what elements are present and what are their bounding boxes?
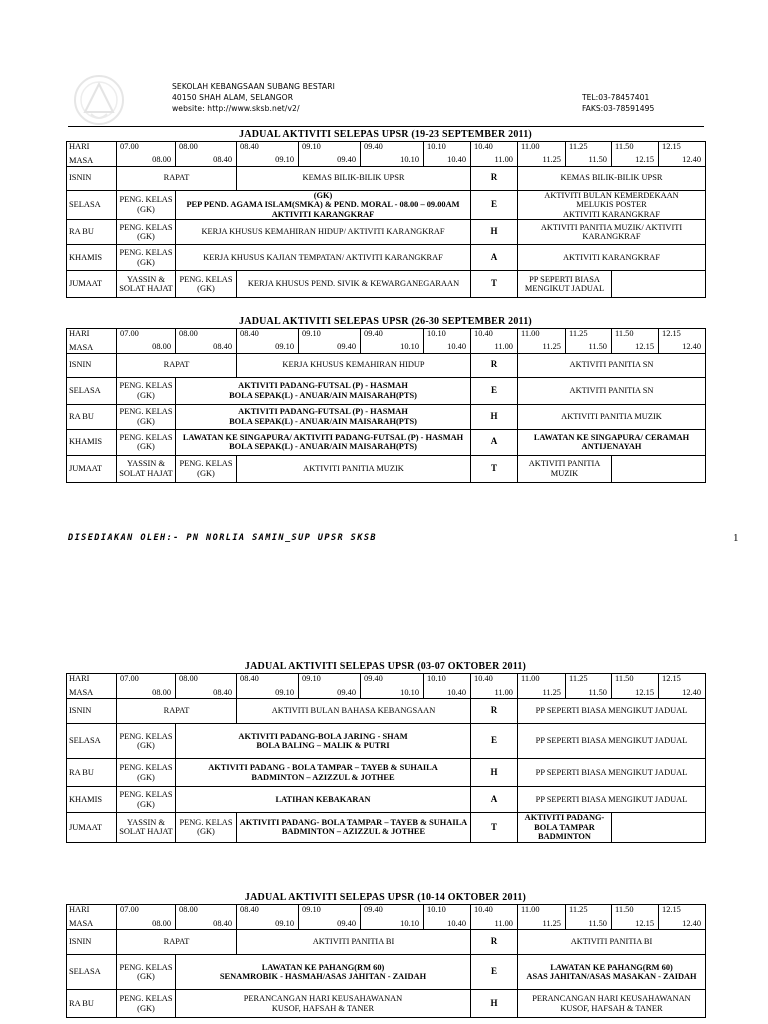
break-letter: T	[471, 271, 518, 298]
afternoon-activity: PP SEPERTI BIASA MENGIKUT JADUAL	[518, 724, 706, 759]
time-slot	[518, 905, 566, 930]
school-website: website: http://www.sksb.net/v2/	[172, 104, 300, 113]
day-name: SELASA	[67, 724, 117, 759]
break-letter: H	[471, 759, 518, 787]
fax: FAKS:03-78591495	[582, 104, 655, 113]
time-slot	[424, 142, 471, 167]
time-end: 09.40	[337, 918, 356, 928]
time-end: 11.50	[588, 342, 607, 351]
afternoon-activity: AKTIVITI PANITIA MUZIK	[518, 455, 612, 482]
time-start: 11.25	[569, 674, 588, 683]
time-start: 11.00	[521, 329, 540, 338]
time-end: 11.25	[542, 342, 561, 351]
time-slot	[176, 905, 237, 930]
time-end: 09.10	[275, 155, 294, 164]
time-end: 09.10	[275, 918, 294, 928]
time-slot	[361, 142, 424, 167]
day-name: RA BU	[67, 220, 117, 245]
day-name: RA BU	[67, 759, 117, 787]
break-letter: T	[471, 813, 518, 843]
afternoon-activity: AKTIVITI KARANGKRAF	[518, 245, 706, 271]
time-end: 12.40	[682, 918, 701, 928]
afternoon-activity: PP SEPERTI BIASA MENGIKUT JADUAL	[518, 787, 706, 813]
time-header-row	[67, 905, 706, 930]
schedule-title: JADUAL AKTIVITI SELEPAS UPSR (19-23 SEPTEMBER 2011)	[239, 129, 532, 140]
slot-activity: PENG. KELAS (GK)	[117, 759, 176, 787]
time-end: 11.00	[494, 155, 513, 164]
main-activity: LAWATAN KE SINGAPURA/ AKTIVITI PADANG-FUTSAL (P) - HASMAH BOLA SEPAK(L) - ANUAR/AIN MAISARAH(PTS)	[176, 429, 471, 455]
schedule-section	[66, 891, 705, 1018]
day-name: KHAMIS	[67, 429, 117, 455]
time-start: 10.10	[427, 142, 446, 151]
time-slot	[518, 674, 566, 699]
afternoon-activity: PP SEPERTI BIASA MENGIKUT JADUAL	[518, 271, 612, 298]
break-letter: H	[471, 220, 518, 245]
day-time-label	[67, 142, 117, 167]
day-row	[67, 404, 706, 429]
main-activity: LATIHAN KEBAKARAN	[176, 787, 471, 813]
time-end: 09.40	[337, 687, 356, 697]
day-time-label	[67, 329, 117, 354]
time-end: 08.40	[213, 918, 232, 928]
time-slot	[361, 674, 424, 699]
time-end: 08.40	[213, 687, 232, 697]
time-end: 08.00	[152, 155, 171, 164]
break-letter: A	[471, 787, 518, 813]
time-start: 12.15	[662, 329, 681, 338]
time-slot	[237, 674, 299, 699]
page-number: 1	[733, 532, 739, 544]
afternoon-activity: PP SEPERTI BIASA MENGIKUT JADUAL	[518, 699, 706, 724]
main-activity: (GK) PEP PEND. AGAMA ISLAM(SMKA) & PEND. MORAL - 08.00 – 09.00AM AKTIVITI KARANGKRAF	[176, 190, 471, 220]
time-start: 12.15	[662, 674, 681, 683]
day-row	[67, 955, 706, 990]
slot-activity: PENG. KELAS (GK)	[117, 429, 176, 455]
day-name: SELASA	[67, 955, 117, 990]
afternoon-activity: AKTIVITI PANITIA MUZIK/ AKTIVITI KARANGKRAF	[518, 220, 706, 245]
time-end: 10.10	[400, 155, 419, 164]
break-letter: E	[471, 724, 518, 759]
slot-activity: PENG. KELAS (GK)	[117, 955, 176, 990]
masa-label: MASA	[69, 688, 94, 697]
time-end: 11.50	[588, 918, 607, 928]
time-slot	[471, 329, 518, 354]
schedule-title: JADUAL AKTIVITI SELEPAS UPSR (26-30 SEPTEMBER 2011)	[239, 316, 532, 327]
break-letter: R	[471, 930, 518, 955]
slot-activity: RAPAT	[117, 699, 237, 724]
time-end: 12.15	[635, 687, 654, 697]
time-start: 11.50	[615, 674, 634, 683]
time-end: 08.00	[152, 918, 171, 928]
day-row	[67, 353, 706, 377]
afternoon-activity: AKTIVITI BULAN KEMERDEKAAN MELUKIS POSTER AKTIVITI KARANGKRAF	[518, 190, 706, 220]
main-activity: AKTIVITI PADANG - BOLA TAMPAR – TAYEB & SUHAILA BADMINTON – AZIZZUL & JOTHEE	[176, 759, 471, 787]
hari-label: HARI	[69, 905, 90, 914]
time-slot	[361, 329, 424, 354]
day-name: RA BU	[67, 404, 117, 429]
slot-activity: PENG. KELAS (GK)	[117, 245, 176, 271]
schedule-title: JADUAL AKTIVITI SELEPAS UPSR (03-07 OKTOBER 2011)	[244, 661, 527, 672]
main-activity: PERANCANGAN HARI KEUSAHAWANAN KUSOF, HAFSAH & TANER	[176, 990, 471, 1018]
time-start: 12.15	[662, 905, 681, 914]
slot-activity: YASSIN & SOLAT HAJAT	[117, 455, 176, 482]
afternoon-activity: LAWATAN KE PAHANG(RM 60) ASAS JAHITAN/ASAS MASAKAN - ZAIDAH	[518, 955, 706, 990]
time-end: 10.40	[447, 342, 466, 351]
day-row	[67, 377, 706, 404]
time-end: 09.10	[275, 687, 294, 697]
time-slot	[299, 905, 361, 930]
time-header-row	[67, 142, 706, 167]
time-start: 12.15	[662, 142, 681, 151]
main-activity: LAWATAN KE PAHANG(RM 60) SENAMROBIK - HASMAH/ASAS JAHITAN - ZAIDAH	[176, 955, 471, 990]
time-slot	[659, 142, 706, 167]
time-start: 09.40	[364, 674, 383, 683]
slot-activity: PENG. KELAS (GK)	[117, 190, 176, 220]
time-slot	[117, 674, 176, 699]
main-activity: KERJA KHUSUS KAJIAN TEMPATAN/ AKTIVITI KARANGKRAF	[176, 245, 471, 271]
time-end: 11.25	[542, 687, 561, 697]
main-activity: AKTIVITI PANITIA BI	[237, 930, 471, 955]
slot-activity: PENG. KELAS (GK)	[117, 220, 176, 245]
time-start: 09.40	[364, 905, 383, 914]
afternoon-activity: AKTIVITI PANITIA BI	[518, 930, 706, 955]
time-end: 11.00	[494, 342, 513, 351]
break-letter: E	[471, 955, 518, 990]
time-start: 08.40	[240, 329, 259, 338]
time-end: 11.25	[542, 155, 561, 164]
time-end: 12.15	[635, 918, 654, 928]
day-row	[67, 990, 706, 1018]
time-start: 08.00	[179, 905, 198, 914]
time-slot	[566, 905, 612, 930]
time-end: 09.40	[337, 155, 356, 164]
day-row	[67, 699, 706, 724]
slot-activity: PENG. KELAS (GK)	[117, 724, 176, 759]
day-time-label	[67, 674, 117, 699]
time-slot	[659, 674, 706, 699]
slot-activity: PENG. KELAS (GK)	[117, 404, 176, 429]
time-start: 09.40	[364, 329, 383, 338]
afternoon-activity: KEMAS BILIK-BILIK UPSR	[518, 166, 706, 190]
time-end: 11.50	[588, 155, 607, 164]
time-end: 09.10	[275, 342, 294, 351]
day-row	[67, 813, 706, 843]
time-start: 09.10	[302, 142, 321, 151]
time-slot	[612, 905, 659, 930]
time-slot	[176, 142, 237, 167]
time-start: 10.10	[427, 905, 446, 914]
time-slot	[117, 142, 176, 167]
time-slot	[566, 142, 612, 167]
main-activity: KEMAS BILIK-BILIK UPSR	[237, 166, 471, 190]
day-name: SELASA	[67, 377, 117, 404]
day-row	[67, 166, 706, 190]
break-letter: T	[471, 455, 518, 482]
time-start: 10.10	[427, 674, 446, 683]
time-start: 11.25	[569, 905, 588, 914]
time-end: 12.15	[635, 155, 654, 164]
break-letter: R	[471, 699, 518, 724]
schedule-table	[66, 141, 706, 298]
slot-activity: PENG. KELAS (GK)	[117, 990, 176, 1018]
slot-activity: PENG. KELAS (GK)	[176, 455, 237, 482]
day-name: ISNIN	[67, 930, 117, 955]
schedule-title: JADUAL AKTIVITI SELEPAS UPSR (10-14 OKTOBER 2011)	[244, 892, 527, 903]
time-end: 09.40	[337, 342, 356, 351]
schedule-table	[66, 904, 706, 1018]
time-slot	[176, 329, 237, 354]
time-slot	[361, 905, 424, 930]
time-slot	[237, 142, 299, 167]
slot-activity: YASSIN & SOLAT HAJAT	[117, 271, 176, 298]
empty-slot	[612, 813, 706, 843]
schedule-table	[66, 328, 706, 483]
day-name: SELASA	[67, 190, 117, 220]
day-time-label	[67, 905, 117, 930]
time-slot	[176, 674, 237, 699]
day-name: ISNIN	[67, 699, 117, 724]
time-start: 07.00	[120, 905, 139, 914]
time-slot	[117, 329, 176, 354]
time-end: 08.40	[213, 155, 232, 164]
day-row	[67, 245, 706, 271]
time-slot	[424, 329, 471, 354]
slot-activity: PENG. KELAS (GK)	[176, 271, 237, 298]
time-end: 10.40	[447, 155, 466, 164]
masa-label: MASA	[69, 919, 94, 928]
time-start: 11.50	[615, 329, 634, 338]
time-slot	[117, 905, 176, 930]
day-row	[67, 930, 706, 955]
time-start: 11.50	[615, 142, 634, 151]
school-address: 40150 SHAH ALAM, SELANGOR	[172, 93, 294, 102]
day-row	[67, 220, 706, 245]
time-slot	[424, 905, 471, 930]
main-activity: KERJA KHUSUS KEMAHIRAN HIDUP/ AKTIVITI KARANGKRAF	[176, 220, 471, 245]
time-slot	[237, 905, 299, 930]
afternoon-activity: LAWATAN KE SINGAPURA/ CERAMAH ANTIJENAYAH	[518, 429, 706, 455]
main-activity: AKTIVITI PANITIA MUZIK	[237, 455, 471, 482]
masa-label: MASA	[69, 156, 94, 165]
time-end: 11.00	[494, 687, 513, 697]
school-name: SEKOLAH KEBANGSAAN SUBANG BESTARI	[172, 82, 335, 91]
time-slot	[612, 142, 659, 167]
time-start: 09.40	[364, 142, 383, 151]
day-name: JUMAAT	[67, 271, 117, 298]
day-row	[67, 190, 706, 220]
header-divider	[68, 126, 704, 127]
time-slot	[299, 329, 361, 354]
time-start: 09.10	[302, 674, 321, 683]
time-slot	[299, 674, 361, 699]
break-letter: R	[471, 353, 518, 377]
time-start: 11.25	[569, 329, 588, 338]
time-end: 11.00	[494, 918, 513, 928]
time-end: 12.15	[635, 342, 654, 351]
time-start: 10.10	[427, 329, 446, 338]
day-row	[67, 429, 706, 455]
main-activity: AKTIVITI BULAN BAHASA KEBANGSAAN	[237, 699, 471, 724]
time-start: 07.00	[120, 674, 139, 683]
schedule-section	[66, 128, 705, 298]
time-start: 10.40	[474, 905, 493, 914]
slot-activity: YASSIN & SOLAT HAJAT	[117, 813, 176, 843]
day-name: RA BU	[67, 990, 117, 1018]
break-letter: E	[471, 377, 518, 404]
time-slot	[424, 674, 471, 699]
afternoon-activity: AKTIVITI PANITIA SN	[518, 377, 706, 404]
main-activity: AKTIVITI PADANG-BOLA JARING - SHAM BOLA BALING – MALIK & PUTRI	[176, 724, 471, 759]
hari-label: HARI	[69, 674, 90, 683]
hari-label: HARI	[69, 142, 90, 151]
slot-activity: RAPAT	[117, 353, 237, 377]
letterhead	[0, 0, 768, 140]
time-end: 11.25	[542, 918, 561, 928]
break-letter: R	[471, 166, 518, 190]
time-slot	[659, 905, 706, 930]
main-activity: KERJA KHUSUS PEND. SIVIK & KEWARGANEGARAAN	[237, 271, 471, 298]
afternoon-activity: AKTIVITI PANITIA MUZIK	[518, 404, 706, 429]
afternoon-activity: PP SEPERTI BIASA MENGIKUT JADUAL	[518, 759, 706, 787]
day-row	[67, 455, 706, 482]
time-end: 11.50	[588, 687, 607, 697]
hari-label: HARI	[69, 329, 90, 338]
time-slot	[612, 674, 659, 699]
day-row	[67, 787, 706, 813]
time-start: 11.00	[521, 142, 540, 151]
time-start: 09.10	[302, 329, 321, 338]
afternoon-activity: PERANCANGAN HARI KEUSAHAWANAN KUSOF, HAFSAH & TANER	[518, 990, 706, 1018]
prepared-by: DISEDIAKAN OLEH:- PN NORLIA SAMIN_SUP UPSR SKSB	[68, 533, 377, 543]
afternoon-activity: AKTIVITI PADANG- BOLA TAMPAR BADMINTON	[518, 813, 612, 843]
break-letter: A	[471, 245, 518, 271]
break-letter: H	[471, 990, 518, 1018]
day-row	[67, 724, 706, 759]
day-name: ISNIN	[67, 166, 117, 190]
time-end: 08.40	[213, 342, 232, 351]
main-activity: AKTIVITI PADANG- BOLA TAMPAR – TAYEB & SUHAILA BADMINTON – AZIZZUL & JOTHEE	[237, 813, 471, 843]
afternoon-activity: AKTIVITI PANITIA SN	[518, 353, 706, 377]
schedule-table	[66, 673, 706, 843]
time-slot	[566, 329, 612, 354]
time-end: 10.10	[400, 342, 419, 351]
empty-slot	[612, 455, 706, 482]
time-start: 08.00	[179, 674, 198, 683]
masa-label: MASA	[69, 343, 94, 352]
break-letter: H	[471, 404, 518, 429]
time-end: 10.10	[400, 687, 419, 697]
time-end: 08.00	[152, 342, 171, 351]
time-start: 11.25	[569, 142, 588, 151]
time-end: 12.40	[682, 155, 701, 164]
time-start: 08.40	[240, 674, 259, 683]
slot-activity: RAPAT	[117, 930, 237, 955]
time-slot	[612, 329, 659, 354]
time-start: 10.40	[474, 142, 493, 151]
time-end: 10.10	[400, 918, 419, 928]
empty-slot	[612, 271, 706, 298]
time-slot	[237, 329, 299, 354]
time-start: 08.00	[179, 142, 198, 151]
time-start: 09.10	[302, 905, 321, 914]
time-slot	[471, 905, 518, 930]
day-row	[67, 271, 706, 298]
slot-activity: RAPAT	[117, 166, 237, 190]
day-name: KHAMIS	[67, 787, 117, 813]
time-end: 12.40	[682, 342, 701, 351]
time-slot	[299, 142, 361, 167]
time-slot	[566, 674, 612, 699]
time-start: 07.00	[120, 329, 139, 338]
telephone: TEL:03-78457401	[582, 93, 650, 102]
break-letter: E	[471, 190, 518, 220]
time-start: 10.40	[474, 674, 493, 683]
day-row	[67, 759, 706, 787]
contact-info	[582, 92, 654, 114]
slot-activity: PENG. KELAS (GK)	[117, 377, 176, 404]
break-letter: A	[471, 429, 518, 455]
day-name: JUMAAT	[67, 455, 117, 482]
time-header-row	[67, 329, 706, 354]
main-activity: AKTIVITI PADANG-FUTSAL (P) - HASMAH BOLA SEPAK(L) - ANUAR/AIN MAISARAH(PTS)	[176, 404, 471, 429]
time-start: 08.40	[240, 142, 259, 151]
slot-activity: PENG. KELAS (GK)	[117, 787, 176, 813]
day-name: KHAMIS	[67, 245, 117, 271]
time-start: 08.40	[240, 905, 259, 914]
time-end: 08.00	[152, 687, 171, 697]
day-name: JUMAAT	[67, 813, 117, 843]
time-end: 10.40	[447, 918, 466, 928]
time-slot	[659, 329, 706, 354]
time-end: 12.40	[682, 687, 701, 697]
time-slot	[471, 674, 518, 699]
main-activity: AKTIVITI PADANG-FUTSAL (P) - HASMAH BOLA SEPAK(L) - ANUAR/AIN MAISARAH(PTS)	[176, 377, 471, 404]
time-start: 08.00	[179, 329, 198, 338]
time-slot	[518, 329, 566, 354]
schedule-section	[66, 315, 705, 483]
time-slot	[518, 142, 566, 167]
time-end: 10.40	[447, 687, 466, 697]
school-info	[172, 81, 335, 114]
time-start: 11.50	[615, 905, 634, 914]
time-slot	[471, 142, 518, 167]
time-start: 10.40	[474, 329, 493, 338]
slot-activity: PENG. KELAS (GK)	[176, 813, 237, 843]
time-start: 11.00	[521, 905, 540, 914]
schedule-section	[66, 660, 705, 843]
time-start: 11.00	[521, 674, 540, 683]
school-crest-icon	[73, 70, 125, 132]
main-activity: KERJA KHUSUS KEMAHIRAN HIDUP	[237, 353, 471, 377]
time-header-row	[67, 674, 706, 699]
day-name: ISNIN	[67, 353, 117, 377]
time-start: 07.00	[120, 142, 139, 151]
